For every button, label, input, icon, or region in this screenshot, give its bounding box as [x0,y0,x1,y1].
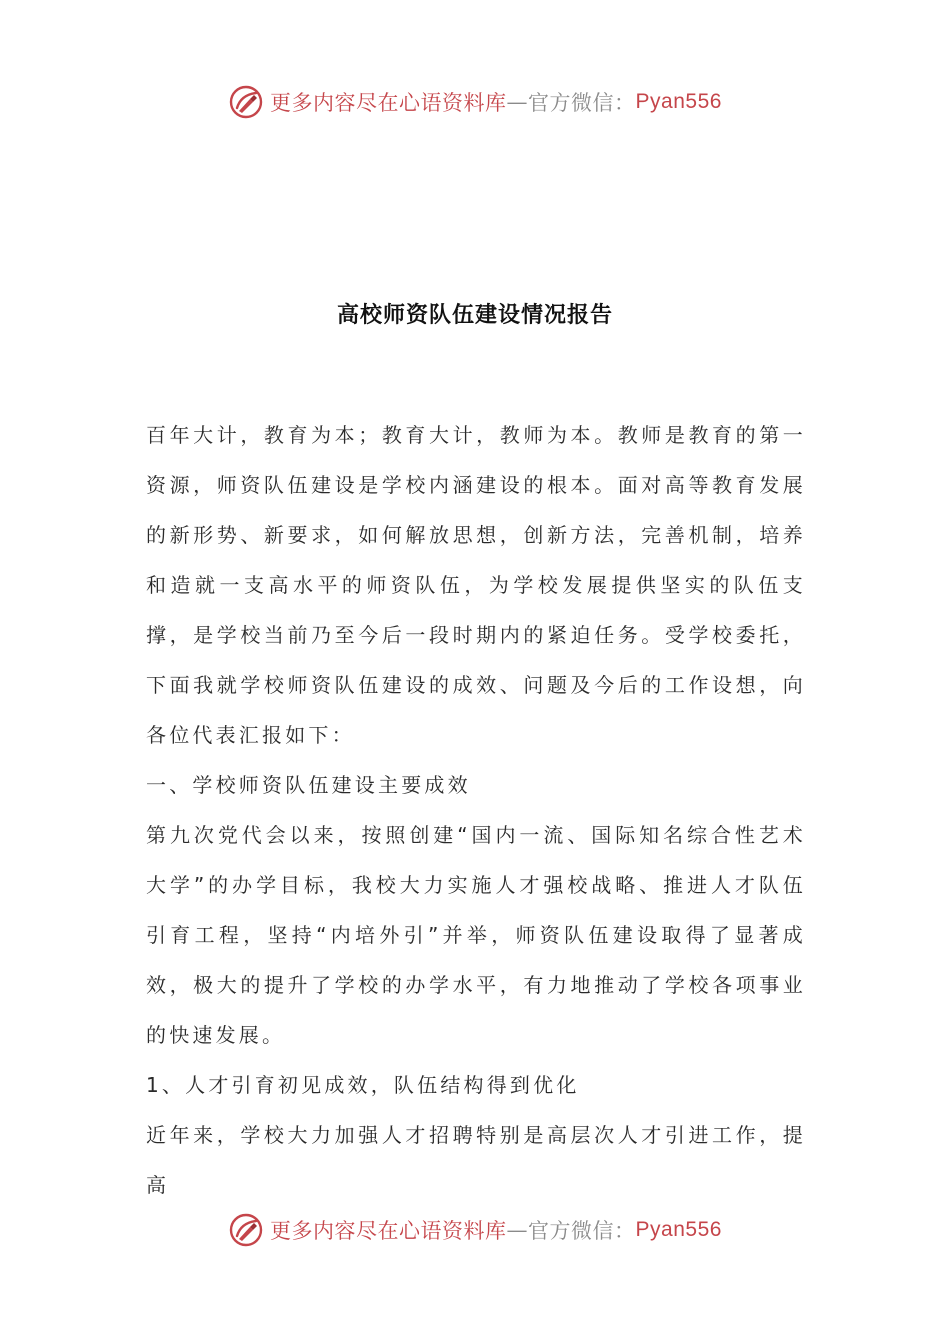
header-site-text: 更多内容尽在心语资料库 [270,91,507,115]
header-contact-handle: Pyan556 [635,90,722,113]
header-banner [0,82,950,122]
paragraph-achievements: 第九次党代会以来，按照创建“国内一流、国际知名综合性艺术大学”的办学目标，我校大力实施人才强校战略、推进人才队伍引育工程，坚持“内培外引”并举，师资队伍建设取得了显著成效，极大的提升了学校的办学水平，有力地推动了学校各项事业的快速发展。 [146,823,806,1047]
header-contact-label: 官方微信： [528,91,636,115]
section-heading-1: 一、学校师资队伍建设主要成效 [146,773,471,797]
footer-banner-text [270,1215,722,1245]
header-banner-text [270,87,722,117]
document-body [146,410,806,1210]
subsection-heading-1: 1、人才引育初见成效，队伍结构得到优化 [146,1073,580,1097]
footer-banner [0,1210,950,1250]
footer-contact-handle: Pyan556 [635,1218,722,1241]
paragraph-intro: 百年大计，教育为本；教育大计，教师为本。教师是教育的第一资源，师资队伍建设是学校内涵建设的根本。面对高等教育发展的新形势、新要求，如何解放思想，创新方法，完善机制，培养和造就一支高水平的师资队伍，为学校发展提供坚实的队伍支撑，是学校当前乃至今后一段时期内的紧迫任务。受学校委托，下面我就学校师资队伍建设的成效、问题及今后的工作设想，向各位代表汇报如下： [146,423,806,747]
footer-dash: — [506,1218,529,1242]
pen-swirl-logo-icon [228,84,264,120]
document-title: 高校师资队伍建设情况报告 [336,303,613,328]
footer-contact-label: 官方微信： [528,1219,636,1243]
footer-site-text: 更多内容尽在心语资料库 [270,1219,507,1243]
header-dash: — [506,90,529,114]
pen-swirl-logo-icon [228,1212,264,1248]
paragraph-recruitment: 近年来，学校大力加强人才招聘特别是高层次人才引进工作，提高 [146,1123,806,1197]
